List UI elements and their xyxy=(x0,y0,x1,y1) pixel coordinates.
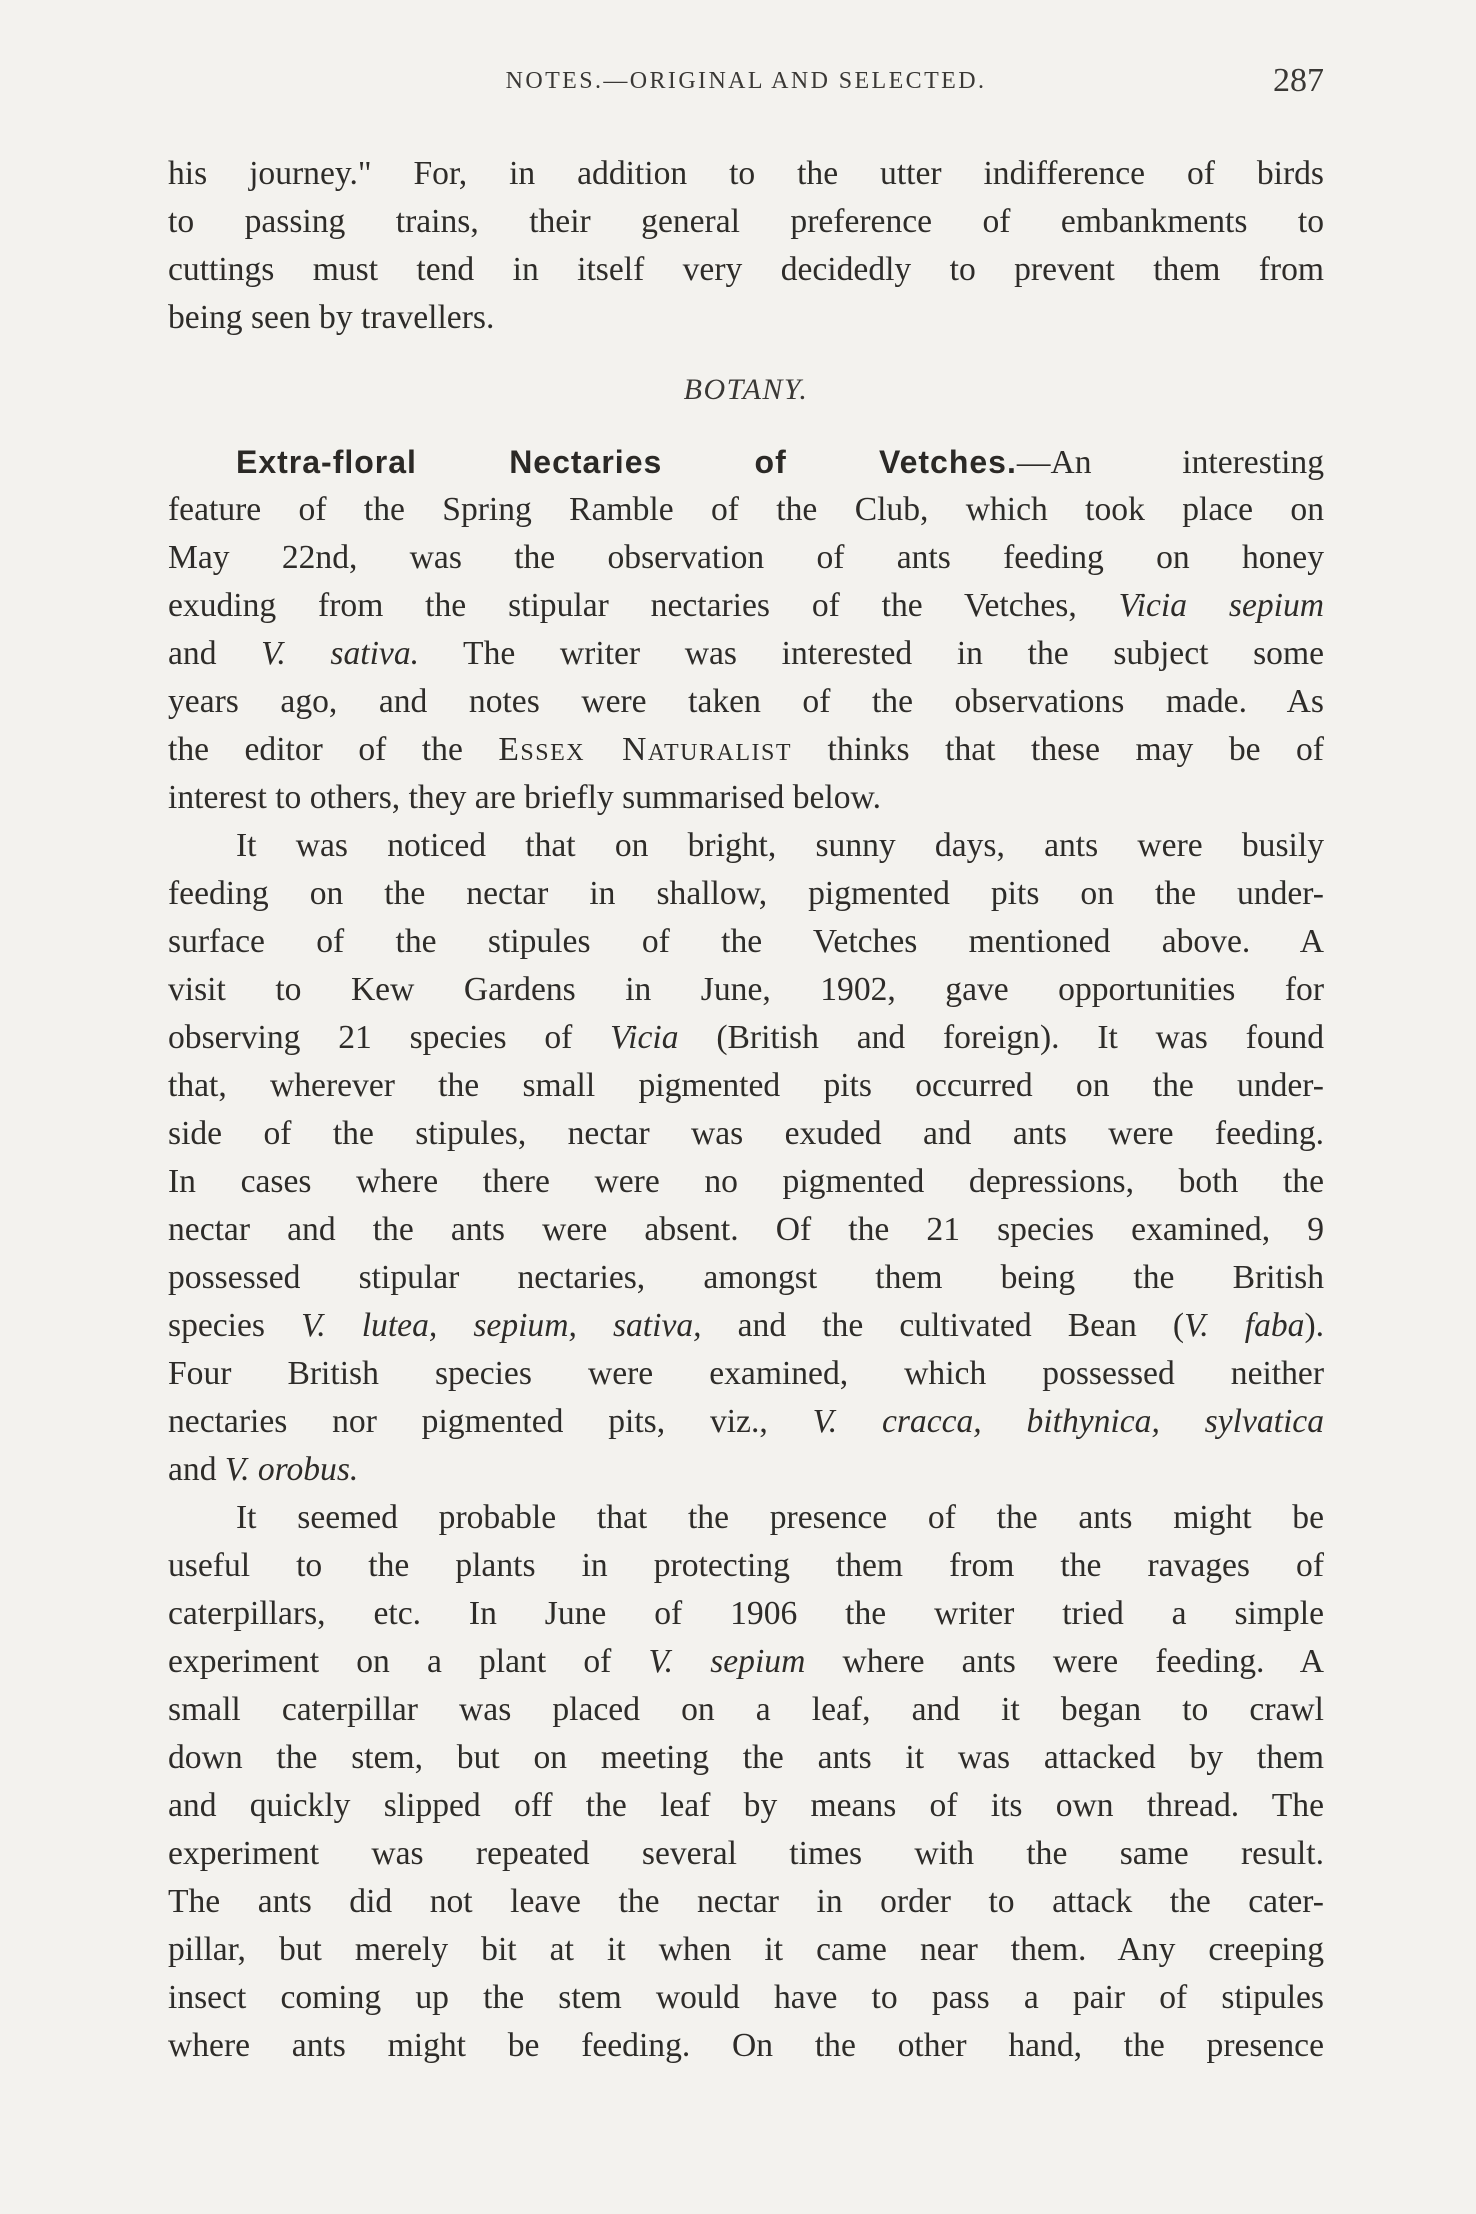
species-name: V. sepium xyxy=(648,1643,806,1680)
note-title: Extra-floral Nectaries of Vetches. xyxy=(236,444,1017,480)
text-line xyxy=(168,1014,1324,1062)
text-line: possessed stipular nectaries, amongst them being the British xyxy=(168,1259,1324,1296)
text-run: observing 21 species of xyxy=(168,1019,611,1056)
text-line: It seemed probable that the presence of the ants might be xyxy=(236,1499,1324,1536)
paragraph-continued xyxy=(168,150,1324,342)
text-run: nectaries nor pigmented pits, viz., xyxy=(168,1403,813,1440)
species-name: V. sativa. xyxy=(261,635,419,672)
species-name: V. faba xyxy=(1184,1307,1305,1344)
text-line: to passing trains, their general preference of embankments to xyxy=(168,203,1324,240)
text-line: years ago, and notes were taken of the observations made. As xyxy=(168,683,1324,720)
text-run: thinks that these may be of xyxy=(792,731,1324,768)
text-line: pillar, but merely bit at it when it came near them. Any creeping xyxy=(168,1931,1324,1968)
text-run: —An interesting xyxy=(1016,444,1324,481)
page-number: 287 xyxy=(1273,62,1324,99)
text-line: small caterpillar was placed on a leaf, and it began to crawl xyxy=(168,1691,1324,1728)
text-line: useful to the plants in protecting them from the ravages of xyxy=(168,1547,1324,1584)
text-run: The writer was interested in the subject some xyxy=(419,635,1324,672)
text-line: interest to others, they are briefly summarised below. xyxy=(168,779,882,816)
text-run: exuding from the stipular nectaries of the Vetches, xyxy=(168,587,1119,624)
text-run: experiment on a plant of xyxy=(168,1643,649,1680)
genus-name: Vicia xyxy=(610,1019,679,1056)
species-name: V. cracca, bithynica, sylvatica xyxy=(812,1403,1324,1440)
text-line: surface of the stipules of the Vetches mentioned above. A xyxy=(168,923,1324,960)
text-run: (British and foreign). It was found xyxy=(678,1019,1324,1056)
text-line: and quickly slipped off the leaf by means of its own thread. The xyxy=(168,1787,1324,1824)
running-title: NOTES.—ORIGINAL AND SELECTED. xyxy=(505,68,987,94)
text-line xyxy=(168,1302,1324,1350)
text-line: where ants might be feeding. On the other hand, the presence xyxy=(168,2027,1324,2064)
species-name: V. orobus. xyxy=(224,1451,359,1488)
text-line: down the stem, but on meeting the ants it was attacked by them xyxy=(168,1739,1324,1776)
text-line: being seen by travellers. xyxy=(168,299,495,336)
note-paragraph xyxy=(168,438,1324,822)
body-text xyxy=(168,150,1324,2070)
text-line: In cases where there were no pigmented depressions, both the xyxy=(168,1163,1324,1200)
text-line xyxy=(168,630,1324,678)
text-line: feeding on the nectar in shallow, pigmented pits on the under- xyxy=(168,875,1324,912)
text-line: May 22nd, was the observation of ants feeding on honey xyxy=(168,539,1324,576)
text-line xyxy=(168,1638,1324,1686)
text-line: caterpillars, etc. In June of 1906 the writer tried a simple xyxy=(168,1595,1324,1632)
text-run: where ants were feeding. A xyxy=(805,1643,1324,1680)
text-line: insect coming up the stem would have to pass a pair of stipules xyxy=(168,1979,1324,2016)
text-run: and the cultivated Bean ( xyxy=(701,1307,1185,1344)
text-line: experiment was repeated several times with the same result. xyxy=(168,1835,1324,1872)
text-line: that, wherever the small pigmented pits occurred on the under- xyxy=(168,1067,1324,1104)
paragraph xyxy=(168,1494,1324,2070)
species-name: Vicia sepium xyxy=(1118,587,1324,624)
text-line: side of the stipules, nectar was exuded and ants were feeding. xyxy=(168,1115,1324,1152)
text-line: cuttings must tend in itself very decidedly to prevent them from xyxy=(168,251,1324,288)
running-head xyxy=(168,62,1324,102)
text-line: visit to Kew Gardens in June, 1902, gave opportunities for xyxy=(168,971,1324,1008)
text-run: and xyxy=(168,1451,225,1488)
text-line: Four British species were examined, which possessed neither xyxy=(168,1355,1324,1392)
text-run: and xyxy=(168,635,262,672)
text-run: species xyxy=(168,1307,302,1344)
journal-name: Essex Naturalist xyxy=(498,731,793,768)
text-line xyxy=(168,582,1324,630)
text-run: the editor of the xyxy=(168,731,499,768)
text-line: It was noticed that on bright, sunny days, ants were busily xyxy=(236,827,1324,864)
text-line: The ants did not leave the nectar in order to attack the cater- xyxy=(168,1883,1324,1920)
text-run: ). xyxy=(1304,1307,1324,1344)
text-line: nectar and the ants were absent. Of the 21 species examined, 9 xyxy=(168,1211,1324,1248)
paragraph xyxy=(168,822,1324,1494)
text-line xyxy=(168,1398,1324,1446)
text-line: his journey." For, in addition to the utter indifference of birds xyxy=(168,155,1324,192)
text-line xyxy=(168,438,1324,486)
text-line: feature of the Spring Ramble of the Club, which took place on xyxy=(168,491,1324,528)
text-line xyxy=(168,1446,1324,1494)
section-heading: BOTANY. xyxy=(683,373,809,406)
species-name: V. lutea, sepium, sativa, xyxy=(301,1307,702,1344)
text-line xyxy=(168,726,1324,774)
